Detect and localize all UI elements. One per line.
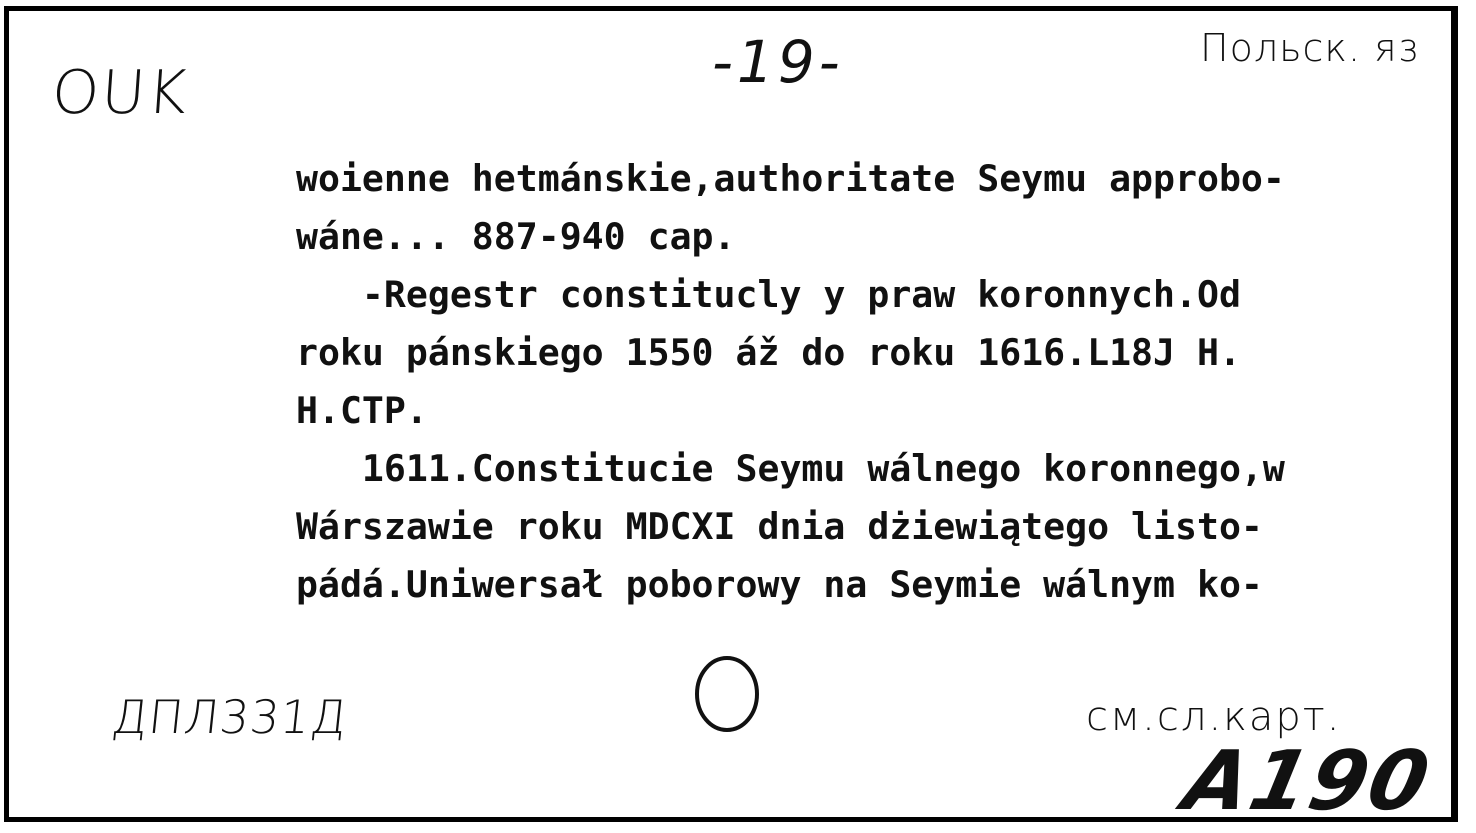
text-line: roku pánskiego 1550 áž do roku 1616.L18J H. xyxy=(296,331,1241,374)
text-line: -Regestr constitucly y praw koronnych.Od xyxy=(296,273,1241,316)
hole-circle-mark xyxy=(692,654,762,734)
shelf-mark: ДПЛ331Д xyxy=(109,690,351,744)
page-number: -19- xyxy=(712,28,844,96)
catalog-code: OUK xyxy=(49,58,191,128)
language-note: Польск. яз xyxy=(1200,26,1420,70)
text-line: H.CTP. xyxy=(296,389,428,432)
text-line: wáne... 887-940 cap. xyxy=(296,215,736,258)
card-body-text xyxy=(296,150,1436,614)
text-line: pádá.Uniwersał poborowy na Seymie wálnym ko- xyxy=(296,563,1263,606)
text-line: woienne hetmánskie,authoritate Seymu approbo- xyxy=(296,157,1285,200)
text-line: 1611.Constitucie Seymu wálnego koronnego,w xyxy=(296,447,1285,490)
see-also-code: A190 xyxy=(1175,734,1439,829)
see-also-note: см.сл.карт. xyxy=(1086,694,1342,740)
text-line: Wárszawie roku MDCXI dnia dżiewiątego listo- xyxy=(296,505,1263,548)
